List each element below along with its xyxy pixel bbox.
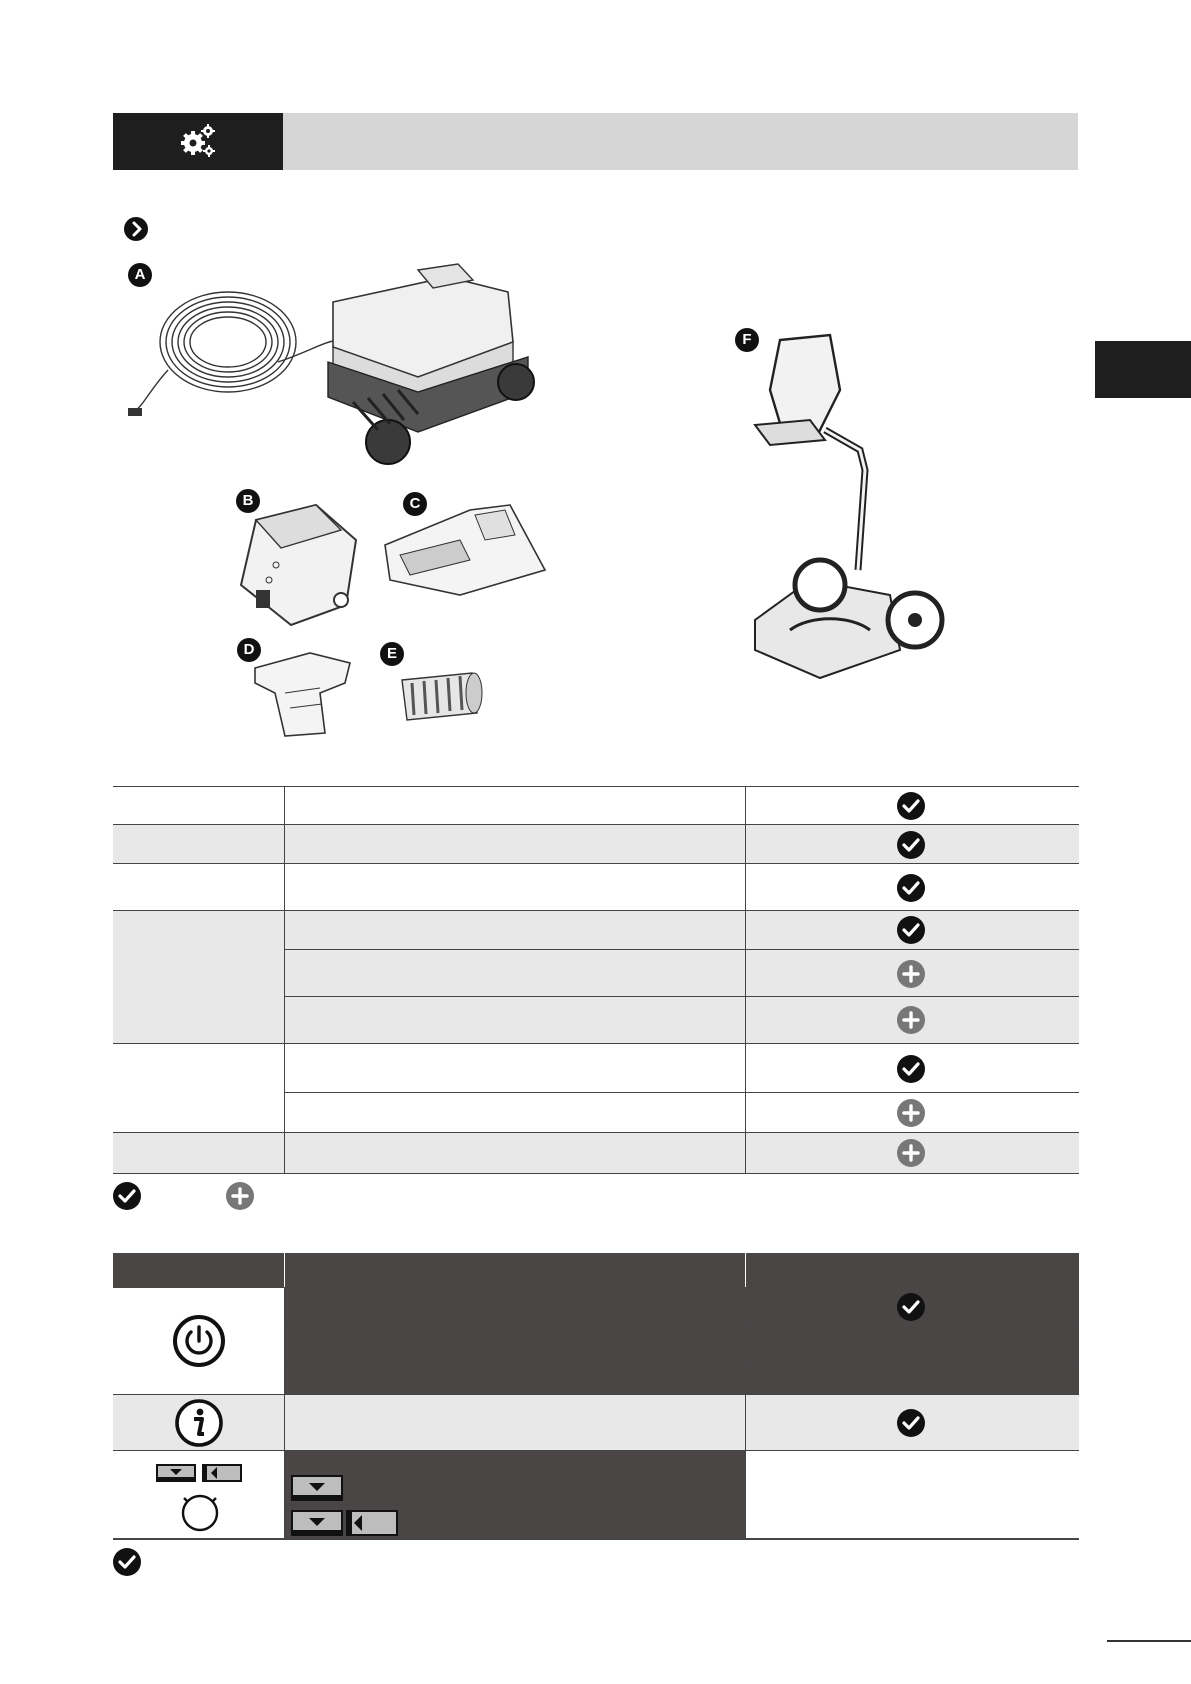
table-row <box>113 863 1079 911</box>
plus-circle-icon <box>897 960 925 988</box>
water-level-icon <box>155 1463 245 1535</box>
table-row <box>113 786 1079 825</box>
brush-roller-illustration <box>392 665 487 725</box>
filter-basket-illustration <box>250 648 355 738</box>
wall-level-icon <box>346 1510 398 1536</box>
check-circle-icon <box>897 1293 925 1321</box>
page-number-rule <box>1107 1640 1191 1642</box>
check-circle-icon <box>897 916 925 944</box>
section-header-bar <box>283 113 1078 170</box>
table-row <box>113 1132 1079 1174</box>
figure-label-a: A <box>128 263 152 287</box>
floor-level-icon <box>291 1475 343 1501</box>
table-row <box>113 824 1079 864</box>
robot-cleaner-illustration <box>128 262 538 477</box>
chapter-side-tab <box>1095 341 1191 398</box>
power-icon <box>173 1315 225 1367</box>
check-circle-icon <box>897 1055 925 1083</box>
check-circle-icon <box>113 1548 141 1576</box>
check-circle-icon <box>897 874 925 902</box>
plus-circle-icon <box>226 1182 254 1210</box>
check-circle-icon <box>113 1182 141 1210</box>
table-row <box>113 1394 1079 1451</box>
check-circle-icon <box>897 1409 925 1437</box>
power-supply-illustration <box>236 500 366 630</box>
figure-label-b: B <box>236 489 260 513</box>
plus-circle-icon <box>897 1099 925 1127</box>
figure-label-d: D <box>237 638 261 662</box>
section-header-icon-block <box>113 113 283 170</box>
figure-label-e: E <box>380 642 404 666</box>
info-icon <box>175 1399 223 1447</box>
chevron-right-circle-icon <box>124 217 148 241</box>
figure-label-f: F <box>735 328 759 352</box>
gears-icon <box>178 121 218 161</box>
caddy-base-illustration <box>380 500 550 600</box>
equipment-table <box>113 786 1079 1174</box>
control-panel-table <box>113 1253 1079 1539</box>
figure-label-c: C <box>403 492 427 516</box>
caddy-trolley-illustration <box>750 330 950 690</box>
plus-circle-icon <box>897 1006 925 1034</box>
check-circle-icon <box>897 831 925 859</box>
check-circle-icon <box>897 792 925 820</box>
plus-circle-icon <box>897 1139 925 1167</box>
floor-level-icon <box>291 1510 343 1536</box>
